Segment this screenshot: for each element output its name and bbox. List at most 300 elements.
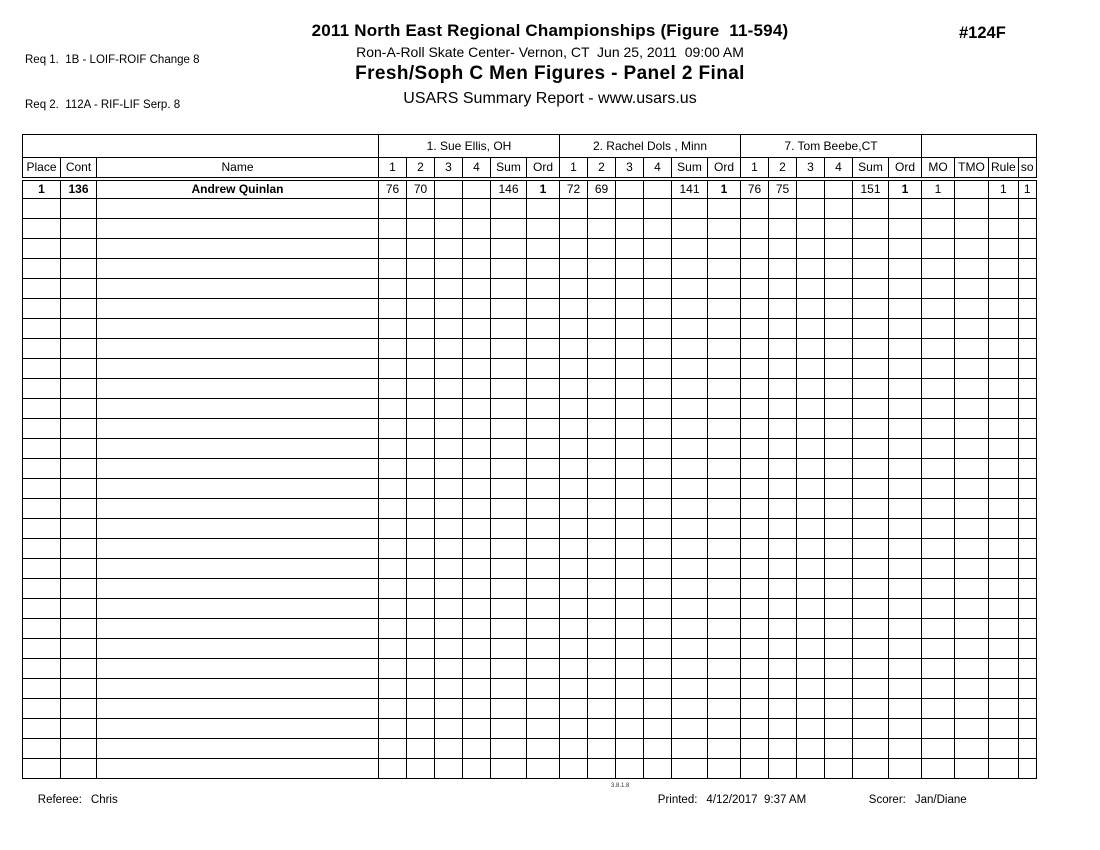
ord-cell	[889, 459, 922, 479]
so-cell	[1018, 539, 1036, 559]
sum-cell	[491, 639, 527, 659]
score-cell	[769, 439, 797, 459]
name-cell: Andrew Quinlan	[97, 179, 379, 199]
place-cell	[23, 419, 61, 439]
score-cell	[407, 239, 435, 259]
sum-cell	[491, 279, 527, 299]
ord-cell	[708, 219, 741, 239]
score-cell	[379, 519, 407, 539]
score-cell	[588, 319, 616, 339]
name-cell	[97, 339, 379, 359]
score-cell	[407, 759, 435, 779]
name-cell	[97, 439, 379, 459]
rule-cell	[989, 419, 1019, 439]
score-cell	[741, 759, 769, 779]
ord-cell	[708, 679, 741, 699]
column-header-row	[23, 158, 1037, 179]
score-cell	[825, 319, 853, 339]
score-cell	[560, 319, 588, 339]
req-line-1: Req 1. 1B - LOIF-ROIF Change 8	[25, 54, 200, 66]
score-cell	[560, 439, 588, 459]
score-cell	[644, 179, 672, 199]
cont-cell	[61, 519, 97, 539]
score-cell	[435, 219, 463, 239]
score-cell	[797, 759, 825, 779]
score-cell	[588, 719, 616, 739]
score-cell	[407, 459, 435, 479]
score-cell	[741, 659, 769, 679]
sum-cell	[491, 699, 527, 719]
score-cell	[407, 679, 435, 699]
score-cell	[588, 479, 616, 499]
empty-row	[23, 219, 1037, 239]
score-cell	[407, 699, 435, 719]
sum-cell	[853, 359, 889, 379]
score-cell	[463, 719, 491, 739]
name-cell	[97, 359, 379, 379]
score-cell	[407, 319, 435, 339]
tmo-cell	[955, 239, 989, 259]
ord-cell	[889, 519, 922, 539]
score-cell	[741, 419, 769, 439]
ord-cell	[527, 279, 560, 299]
score-cell	[644, 339, 672, 359]
score-cell	[379, 359, 407, 379]
ord-cell	[708, 719, 741, 739]
score-cell	[616, 459, 644, 479]
tmo-cell	[955, 359, 989, 379]
score-cell	[769, 739, 797, 759]
score-cell	[463, 659, 491, 679]
sum-cell	[853, 579, 889, 599]
sum-cell	[672, 419, 708, 439]
mo-cell	[922, 639, 955, 659]
score-cell	[435, 359, 463, 379]
score-cell	[825, 659, 853, 679]
empty-row	[23, 539, 1037, 559]
rule-cell	[989, 679, 1019, 699]
sum-cell	[491, 199, 527, 219]
score-cell	[769, 619, 797, 639]
score-cell	[616, 619, 644, 639]
event-number: #124F	[959, 24, 1006, 42]
score-cell	[407, 379, 435, 399]
ord-cell	[889, 339, 922, 359]
score-cell	[560, 619, 588, 639]
score-cell	[769, 679, 797, 699]
score-cell	[435, 399, 463, 419]
so-cell	[1018, 459, 1036, 479]
col-header-ord: Ord	[708, 158, 741, 179]
score-cell	[435, 619, 463, 639]
score-cell	[797, 499, 825, 519]
sum-cell	[491, 539, 527, 559]
score-cell	[616, 479, 644, 499]
sum-cell	[853, 479, 889, 499]
empty-row	[23, 599, 1037, 619]
ord-cell	[889, 239, 922, 259]
sum-cell	[672, 199, 708, 219]
score-cell	[825, 299, 853, 319]
empty-row	[23, 499, 1037, 519]
so-cell	[1018, 579, 1036, 599]
score-cell	[463, 399, 491, 419]
score-cell	[560, 599, 588, 619]
score-cell	[588, 499, 616, 519]
ord-cell	[708, 499, 741, 519]
tmo-cell	[955, 659, 989, 679]
score-cell	[616, 359, 644, 379]
score-cell	[797, 539, 825, 559]
ord-cell	[527, 299, 560, 319]
place-cell	[23, 579, 61, 599]
ord-cell	[527, 519, 560, 539]
score-cell	[407, 419, 435, 439]
mo-cell	[922, 519, 955, 539]
score-cell	[616, 399, 644, 419]
score-cell	[435, 259, 463, 279]
score-cell	[769, 759, 797, 779]
score-cell	[769, 299, 797, 319]
score-cell	[588, 279, 616, 299]
score-cell	[825, 339, 853, 359]
score-cell	[435, 199, 463, 219]
score-cell	[560, 659, 588, 679]
ord-cell	[708, 599, 741, 619]
ord-cell	[527, 679, 560, 699]
score-cell	[616, 639, 644, 659]
score-cell	[560, 719, 588, 739]
ord-cell	[527, 379, 560, 399]
empty-row	[23, 379, 1037, 399]
score-cell	[616, 679, 644, 699]
mo-cell	[922, 739, 955, 759]
score-cell	[407, 619, 435, 639]
cont-cell	[61, 419, 97, 439]
score-cell	[644, 479, 672, 499]
sum-cell	[672, 219, 708, 239]
score-cell	[741, 359, 769, 379]
score-cell	[588, 399, 616, 419]
score-cell	[797, 699, 825, 719]
ord-cell	[889, 479, 922, 499]
place-cell	[23, 639, 61, 659]
score-cell	[616, 759, 644, 779]
score-cell	[560, 199, 588, 219]
place-cell	[23, 479, 61, 499]
so-cell	[1018, 599, 1036, 619]
score-cell	[797, 579, 825, 599]
score-cell	[588, 759, 616, 779]
score-cell	[741, 459, 769, 479]
score-cell	[825, 239, 853, 259]
place-cell	[23, 399, 61, 419]
score-cell	[463, 459, 491, 479]
col-header-tmo: TMO	[955, 158, 989, 179]
name-cell	[97, 459, 379, 479]
score-cell	[644, 499, 672, 519]
score-cell	[463, 359, 491, 379]
empty-row	[23, 419, 1037, 439]
name-cell	[97, 599, 379, 619]
so-cell	[1018, 439, 1036, 459]
venue-date-line: Ron-A-Roll Skate Center- Vernon, CT Jun 25, 2011 09:00 AM	[356, 44, 744, 60]
rule-cell	[989, 399, 1019, 419]
name-cell	[97, 739, 379, 759]
score-cell	[379, 259, 407, 279]
rule-cell	[989, 439, 1019, 459]
tmo-cell	[955, 719, 989, 739]
score-cell	[560, 219, 588, 239]
sum-cell	[853, 559, 889, 579]
ord-cell	[708, 239, 741, 259]
score-cell	[379, 739, 407, 759]
score-cell	[379, 579, 407, 599]
col-header-score4: 4	[825, 158, 853, 179]
rule-cell	[989, 599, 1019, 619]
name-cell	[97, 199, 379, 219]
rule-cell	[989, 639, 1019, 659]
sum-cell	[672, 239, 708, 259]
cont-cell	[61, 719, 97, 739]
score-cell	[644, 399, 672, 419]
so-cell	[1018, 639, 1036, 659]
score-cell	[825, 679, 853, 699]
cont-cell	[61, 639, 97, 659]
sum-cell	[853, 539, 889, 559]
ord-cell	[527, 439, 560, 459]
so-cell	[1018, 379, 1036, 399]
name-cell	[97, 659, 379, 679]
sum-cell	[672, 559, 708, 579]
score-cell	[644, 619, 672, 639]
cont-cell	[61, 699, 97, 719]
score-cell	[463, 579, 491, 599]
score-cell	[616, 419, 644, 439]
score-cell	[616, 179, 644, 199]
sum-cell	[491, 739, 527, 759]
sum-cell	[491, 239, 527, 259]
sum-cell	[672, 639, 708, 659]
col-header-score4: 4	[644, 158, 672, 179]
score-cell	[741, 639, 769, 659]
name-cell	[97, 319, 379, 339]
rule-cell	[989, 339, 1019, 359]
mo-cell	[922, 679, 955, 699]
ord-cell	[708, 319, 741, 339]
col-header-mo: MO	[922, 158, 955, 179]
report-header	[0, 21, 1100, 108]
ord-cell	[708, 579, 741, 599]
ord-cell	[889, 679, 922, 699]
score-cell: 76	[379, 179, 407, 199]
ord-cell	[889, 299, 922, 319]
referee-line	[25, 782, 118, 818]
score-cell	[463, 639, 491, 659]
ord-cell	[889, 559, 922, 579]
cont-cell	[61, 659, 97, 679]
score-cell	[644, 319, 672, 339]
ord-cell	[708, 699, 741, 719]
score-cell	[407, 479, 435, 499]
score-cell	[379, 219, 407, 239]
ord-cell	[527, 559, 560, 579]
mo-cell	[922, 539, 955, 559]
ord-cell	[889, 279, 922, 299]
score-cell	[588, 739, 616, 759]
score-cell	[825, 599, 853, 619]
ord-cell	[889, 359, 922, 379]
sum-cell	[672, 599, 708, 619]
sum-cell	[491, 419, 527, 439]
score-cell	[741, 299, 769, 319]
score-cell	[407, 439, 435, 459]
name-cell	[97, 259, 379, 279]
tmo-cell	[955, 199, 989, 219]
score-cell	[644, 199, 672, 219]
score-cell	[644, 379, 672, 399]
cont-cell: 136	[61, 179, 97, 199]
sum-cell	[491, 599, 527, 619]
score-cell	[644, 259, 672, 279]
mo-cell	[922, 259, 955, 279]
tmo-cell	[955, 379, 989, 399]
score-cell	[435, 739, 463, 759]
place-cell	[23, 199, 61, 219]
cont-cell	[61, 299, 97, 319]
score-cell	[616, 339, 644, 359]
sum-cell	[853, 279, 889, 299]
judge-header-row	[23, 135, 1037, 158]
sum-cell	[491, 459, 527, 479]
score-cell	[741, 559, 769, 579]
cont-cell	[61, 279, 97, 299]
score-cell	[435, 319, 463, 339]
cont-cell	[61, 499, 97, 519]
score-cell	[616, 559, 644, 579]
ord-cell	[889, 619, 922, 639]
score-cell	[463, 499, 491, 519]
score-cell	[825, 279, 853, 299]
so-cell	[1018, 399, 1036, 419]
mo-cell	[922, 239, 955, 259]
sum-cell: 141	[672, 179, 708, 199]
score-cell	[769, 379, 797, 399]
table-row	[23, 179, 1037, 199]
sum-cell	[853, 259, 889, 279]
score-cell	[588, 679, 616, 699]
score-cell	[588, 199, 616, 219]
ord-cell	[708, 339, 741, 359]
ord-cell	[708, 299, 741, 319]
score-cell	[379, 559, 407, 579]
score-cell	[644, 239, 672, 259]
cont-cell	[61, 559, 97, 579]
score-cell	[644, 459, 672, 479]
score-cell	[769, 479, 797, 499]
score-cell	[560, 479, 588, 499]
score-cell	[741, 439, 769, 459]
score-cell	[463, 279, 491, 299]
score-cell	[797, 219, 825, 239]
score-cell	[435, 479, 463, 499]
sum-cell	[491, 679, 527, 699]
score-cell	[825, 519, 853, 539]
score-cell	[616, 579, 644, 599]
score-cell	[769, 459, 797, 479]
score-cell	[407, 599, 435, 619]
score-cell	[616, 259, 644, 279]
sum-cell	[491, 479, 527, 499]
score-cell	[379, 379, 407, 399]
score-cell	[560, 679, 588, 699]
score-cell	[741, 399, 769, 419]
sum-cell	[853, 679, 889, 699]
score-cell	[616, 739, 644, 759]
score-cell	[463, 259, 491, 279]
ord-cell	[708, 259, 741, 279]
score-cell	[769, 359, 797, 379]
sum-cell	[491, 499, 527, 519]
empty-row	[23, 199, 1037, 219]
score-cell	[560, 739, 588, 759]
empty-row	[23, 699, 1037, 719]
score-cell	[560, 299, 588, 319]
score-cell	[379, 419, 407, 439]
tmo-cell	[955, 699, 989, 719]
col-header-sum: Sum	[491, 158, 527, 179]
score-cell	[825, 219, 853, 239]
ord-cell	[527, 199, 560, 219]
col-header-score3: 3	[616, 158, 644, 179]
sum-cell	[672, 679, 708, 699]
sum-cell	[672, 759, 708, 779]
score-cell	[435, 279, 463, 299]
score-cell	[741, 379, 769, 399]
ord-cell	[527, 619, 560, 639]
empty-row	[23, 739, 1037, 759]
score-cell	[379, 459, 407, 479]
score-cell	[825, 539, 853, 559]
tmo-cell	[955, 319, 989, 339]
sum-cell	[491, 259, 527, 279]
score-cell	[616, 699, 644, 719]
score-cell	[588, 439, 616, 459]
score-cell	[797, 199, 825, 219]
col-header-score1: 1	[741, 158, 769, 179]
score-cell	[560, 699, 588, 719]
score-cell	[825, 419, 853, 439]
rule-cell	[989, 699, 1019, 719]
score-cell	[588, 539, 616, 559]
col-header-rule: Rule	[989, 158, 1019, 179]
score-cell	[588, 339, 616, 359]
score-cell	[825, 259, 853, 279]
score-cell	[741, 719, 769, 739]
score-cell	[769, 519, 797, 539]
score-cell	[560, 419, 588, 439]
score-cell	[588, 599, 616, 619]
score-cell	[741, 259, 769, 279]
col-header-ord: Ord	[527, 158, 560, 179]
place-cell	[23, 459, 61, 479]
score-cell	[797, 439, 825, 459]
score-cell	[435, 179, 463, 199]
ord-cell	[708, 479, 741, 499]
score-cell	[616, 379, 644, 399]
score-cell	[797, 239, 825, 259]
score-cell	[797, 659, 825, 679]
